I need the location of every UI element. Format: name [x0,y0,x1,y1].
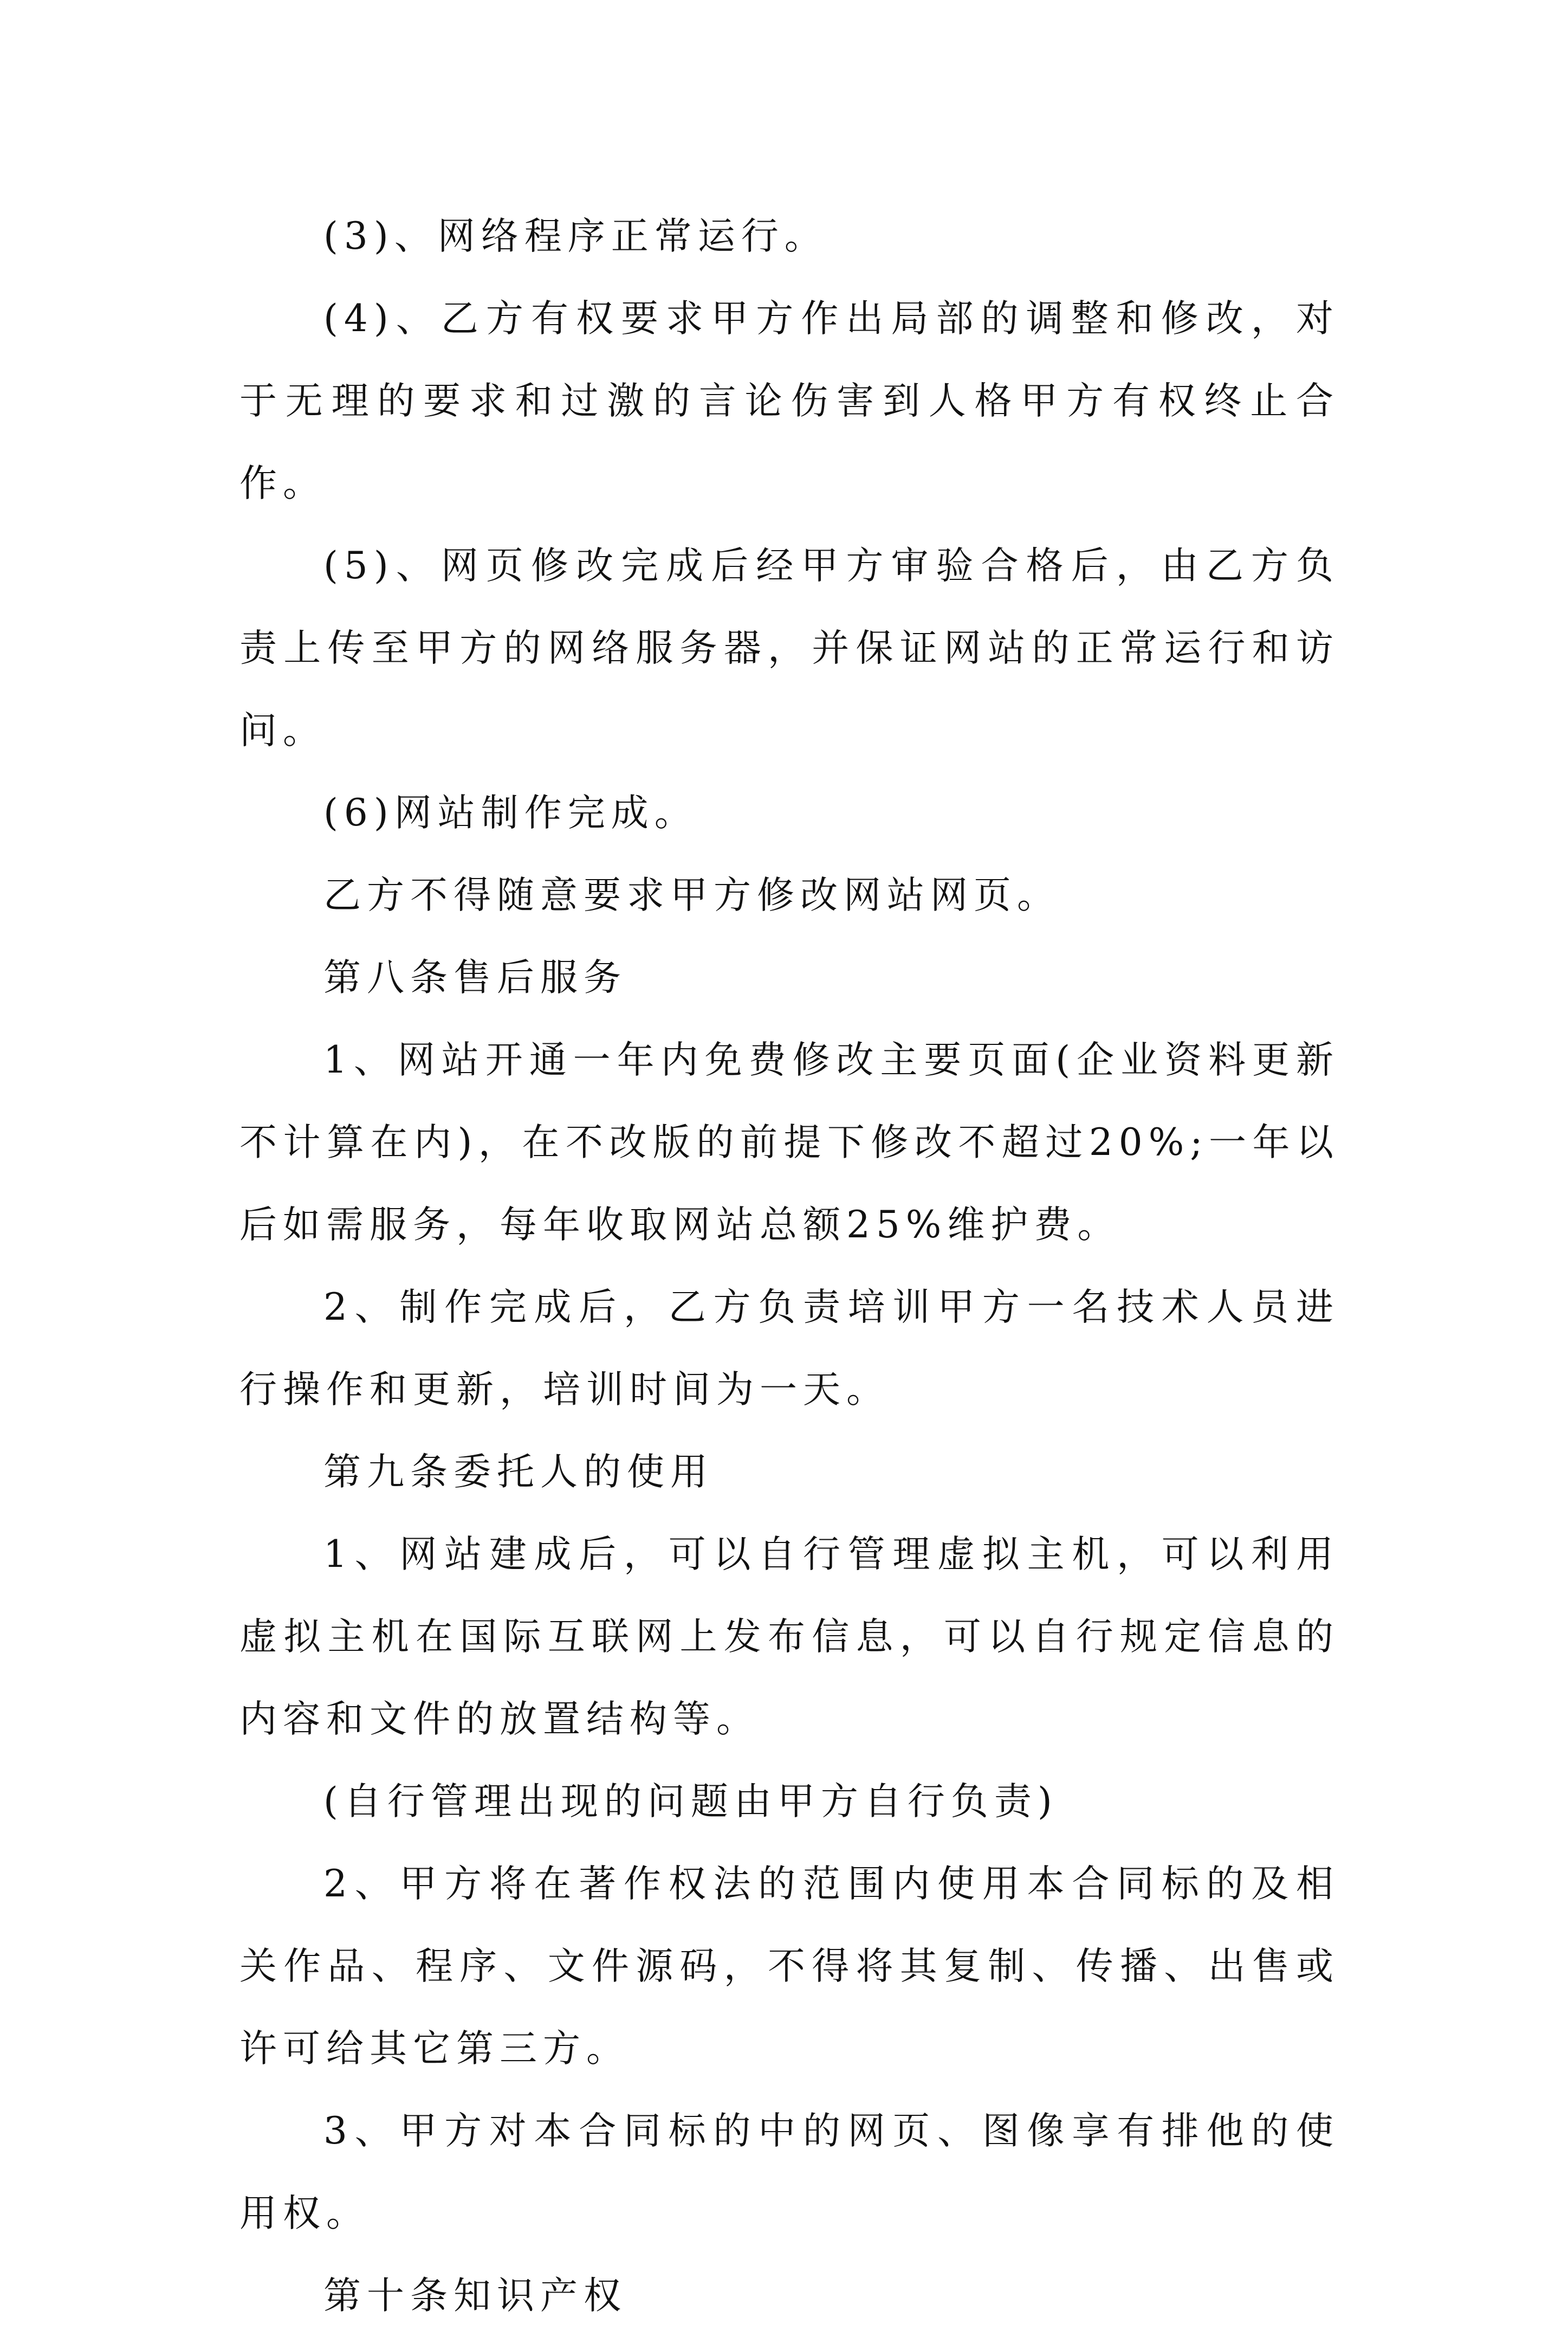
paragraph-item-5: (5)、网页修改完成后经甲方审验合格后，由乙方负责上传至甲方的网络服务器，并保证网站的正常运行和访问。 [239,544,1339,752]
paragraph-item-3: (3)、网络程序正常运行。 [323,215,828,258]
paragraph-article-9-clause-3: 3、甲方对本合同标的中的网页、图像享有排他的使用权。 [239,2109,1339,2235]
paragraph-item-6: (6)网站制作完成。 [323,791,698,835]
section-heading-article-9: 第九条委托人的使用 [323,1450,714,1494]
document-body [239,195,1339,2337]
paragraph-article-9-clause-2: 2、甲方将在著作权法的范围内使用本合同标的及相关作品、程序、文件源码，不得将其复制、传播、出售或许可给其它第三方。 [239,1862,1339,2070]
section-heading-article-8: 第八条售后服务 [323,956,627,999]
paragraph-item-4: (4)、乙方有权要求甲方作出局部的调整和修改，对于无理的要求和过激的言论伤害到人格甲方有权终止合作。 [239,297,1339,505]
paragraph-article-9-note: (自行管理出现的问题由甲方自行负责) [323,1780,1058,1823]
section-heading-article-10: 第十条知识产权 [323,2274,627,2317]
paragraph-article-8-clause-1: 1、网站开通一年内免费修改主要页面(企业资料更新不计算在内)，在不改版的前提下修改不超过20%;一年以后如需服务，每年收取网站总额25%维护费。 [239,1038,1339,1247]
paragraph-article-9-clause-1: 1、网站建成后，可以自行管理虚拟主机，可以利用虚拟主机在国际互联网上发布信息，可以自行规定信息的内容和文件的放置结构等。 [239,1533,1339,1741]
paragraph-note: 乙方不得随意要求甲方修改网站网页。 [323,874,1060,917]
paragraph-article-8-clause-2: 2、制作完成后，乙方负责培训甲方一名技术人员进行操作和更新，培训时间为一天。 [239,1286,1339,1411]
